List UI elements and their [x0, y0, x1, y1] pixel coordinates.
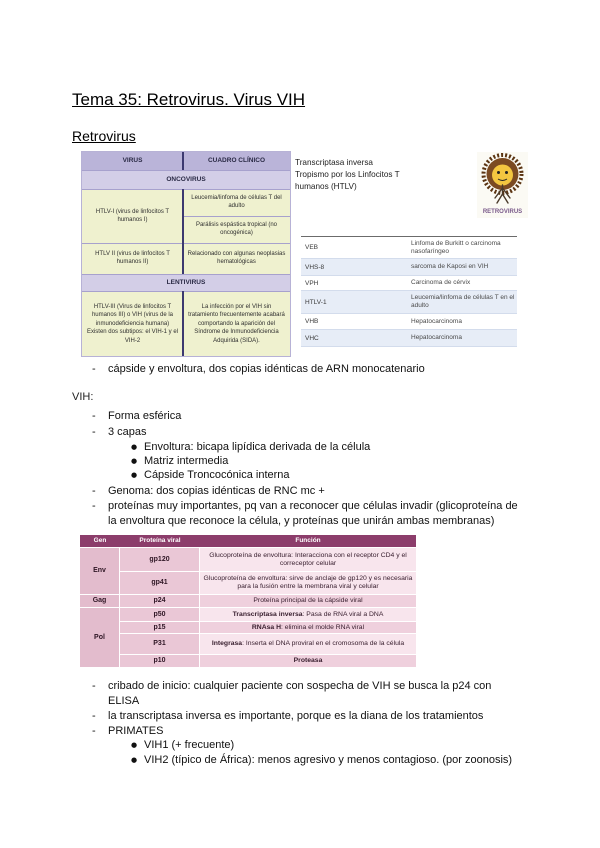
row-virus: VHS-8 — [305, 263, 325, 271]
function-gp120 — [200, 548, 416, 572]
table-row — [301, 314, 517, 330]
row-disease: Hepatocarcinoma — [411, 334, 462, 341]
protein-gp41: gp41 — [120, 572, 200, 595]
sub-item-envoltura: ● Envoltura: bicapa lipídica derivada de la célula — [144, 440, 521, 455]
table-row — [301, 330, 517, 347]
oncogenic-virus-table — [301, 236, 517, 347]
function-p15 — [200, 622, 416, 634]
function-text: Proteína principal de la cápside viral — [253, 597, 363, 604]
cell-htlv2-virus: HTLV II (virus de linfocitos T humanos II) — [82, 243, 183, 274]
side-note-line: Tropismo por los Linfocitos T humanos (HTLV) — [295, 170, 400, 191]
protein-gp120: gp120 — [120, 548, 200, 572]
table-header-protein: Proteína viral — [120, 535, 200, 548]
column-divider — [182, 152, 184, 170]
sub-item-matriz: ● Matriz intermedia — [144, 454, 521, 469]
htlv3-subtypes-text: Existen dos subtipos: el VIH-1 y el VIH-2 — [86, 329, 179, 344]
side-note — [295, 157, 420, 193]
cell-htlv3-virus — [82, 291, 183, 356]
function-bold-text: RNAsa H — [251, 623, 281, 631]
table-row — [301, 237, 517, 259]
table-row — [301, 276, 517, 291]
section-row-lentivirus: LENTIVIRUS — [82, 274, 290, 291]
protein-p15: p15 — [120, 622, 200, 634]
virus-eye — [505, 171, 508, 174]
retrovirus-image-label: RETROVIRUS — [482, 209, 523, 215]
row-virus: VHB — [305, 318, 319, 325]
row-disease: sarcoma de Kaposi en VIH — [411, 263, 489, 270]
function-text: Glucoproteína de envoltura: Interacciona con el receptor CD4 y el correceptor celular — [209, 551, 407, 567]
sub-item-vih2: ● VIH2 (típico de África): menos agresivo y menos contagioso. (por zoonosis) — [144, 753, 521, 768]
list-item-primates: - PRIMATES — [108, 724, 521, 739]
list-item-capas: - 3 capas — [108, 425, 521, 440]
function-p10 — [200, 655, 416, 668]
htlv3-virus-text: HTLV-III (Virus de linfocitos T humanos III) o VIH (virus de la inmunodeficiencia humana) — [91, 303, 174, 327]
row-disease: Leucemia/linfoma de células T en el adulto — [411, 294, 515, 309]
protein-p10: p10 — [120, 655, 200, 668]
row-disease: Linfoma de Burkitt o carcinoma nasofaríngeo — [411, 239, 501, 255]
sub-item-capside: ● Cápside Troncocónica interna — [144, 468, 521, 483]
gene-gag: Gag — [80, 595, 120, 608]
function-text: : Pasa de RNA viral a DNA — [302, 610, 384, 618]
vih-label: VIH: — [72, 391, 94, 403]
function-p24 — [200, 595, 416, 608]
list-item-cribado: - cribado de inicio: cualquier paciente con sospecha de VIH se busca la p24 con ELISA — [108, 679, 521, 709]
protein-p24: p24 — [120, 595, 200, 608]
virus-face — [492, 165, 513, 186]
protein-p50: p50 — [120, 608, 200, 622]
gene-pol: Pol — [80, 608, 120, 668]
function-text: : Inserta el DNA proviral en el cromosoma de la célula — [242, 640, 405, 647]
cell-htlv1-clinical-1: Leucemia/linfoma de células T del adulto — [183, 189, 290, 216]
cell-htlv1-virus: HTLV-I (virus de linfocitos T humanos I) — [82, 189, 183, 243]
function-p31 — [200, 634, 416, 655]
virus-eye — [497, 171, 500, 174]
row-virus: VEB — [305, 244, 319, 251]
table-header-gen: Gen — [80, 535, 120, 548]
function-p50 — [200, 608, 416, 622]
page-title: Tema 35: Retrovirus. Virus VIH — [72, 90, 306, 109]
side-note-line: Transcriptasa inversa — [295, 158, 373, 167]
section-heading-retrovirus: Retrovirus — [72, 128, 136, 144]
row-virus: HTLV-1 — [305, 298, 327, 306]
protein-p31: P31 — [120, 634, 200, 655]
function-gp41 — [200, 572, 416, 595]
table-header-clinical: CUADRO CLÍNICO — [183, 152, 290, 170]
list-item-proteinas: - proteínas muy importantes, pq van a reconocer que células invadir (glicoproteína de la envoltura que reconoce la célula, y proteínas que unirán ambas membranas) — [108, 499, 521, 529]
row-virus: VHC — [305, 334, 319, 342]
section-row-oncovirus: ONCOVIRUS — [82, 170, 290, 189]
function-bold-text: Integrasa — [211, 640, 243, 647]
cell-htlv2-clinical: Relacionado con algunas neoplasias hematológicas — [183, 243, 290, 274]
sub-item-vih1: ● VIH1 (+ frecuente) — [144, 738, 521, 753]
column-divider — [182, 189, 184, 274]
table-row — [301, 259, 517, 276]
hiv-protein-table — [80, 535, 416, 668]
retrovirus-cartoon-image — [477, 152, 528, 218]
virus-clinical-table — [82, 152, 290, 356]
list-item-capside: - cápside y envoltura, dos copias idénticas de ARN monocatenario — [108, 362, 521, 377]
row-virus: VPH — [305, 279, 319, 287]
table-header-virus: VIRUS — [82, 152, 183, 170]
list-item-forma: - Forma esférica — [108, 409, 521, 424]
function-text: : elimina el molde RNA viral — [280, 623, 365, 631]
function-bold-text: Proteasa — [293, 657, 323, 664]
gene-env: Env — [80, 548, 120, 595]
cell-htlv3-clinical: La infección por el VIH sin tratamiento frecuentemente acabará comportando la aparición del Síndrome de Inmunodeficiencia Adquirida (SIDA). — [183, 291, 290, 356]
table-header-function: Función — [200, 535, 416, 548]
row-disease: Carcinoma de cérvix — [411, 279, 471, 286]
list-item-genoma: - Genoma: dos copias idénticas de RNC mc + — [108, 484, 521, 499]
function-text: Glucoproteína de envoltura: sirve de anclaje de gp120 y es necesaria para la fusión entre la membrana viral y celular — [203, 575, 413, 590]
table-row — [301, 291, 517, 314]
list-item-transcriptasa: - la transcriptasa inversa es importante, porque es la diana de los tratamientos — [108, 709, 521, 724]
function-bold-text: Transcriptasa inversa — [232, 610, 303, 618]
cell-htlv1-clinical-2: Parálisis espástica tropical (no oncogénica) — [183, 216, 290, 243]
row-disease: Hepatocarcinoma — [411, 317, 462, 325]
column-divider — [182, 291, 184, 356]
